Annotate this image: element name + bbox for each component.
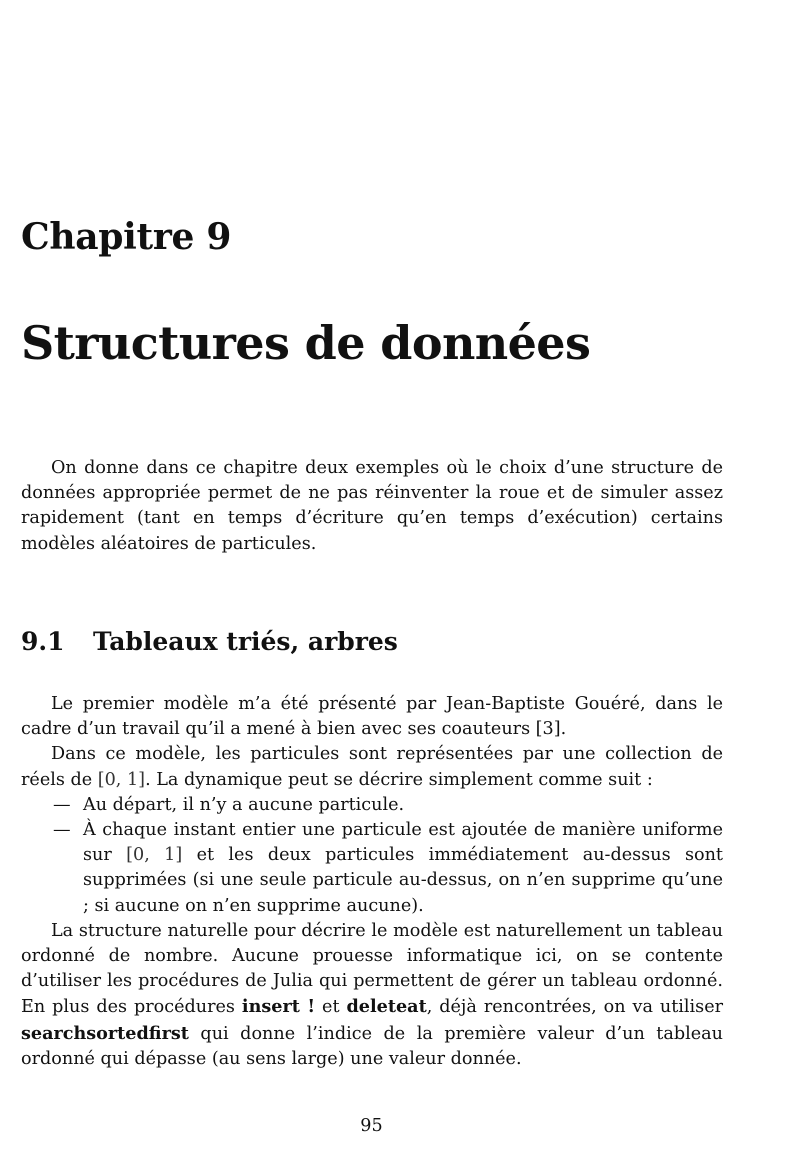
chapter-label: Chapitre 9 — [21, 216, 232, 258]
section-number: 9.1 — [21, 627, 65, 656]
section-title: Tableaux triés, arbres — [93, 627, 398, 656]
list-item-2-text-b: et les deux particules immédiatement au-dessus sont supprimées (si une seule particule au-dessus, on n’en supprime qu’une ; si aucune on n’en supprime aucune). — [83, 845, 723, 916]
paragraph-3-text-c: , déjà rencontrées, on va utiliser — [426, 997, 724, 1018]
list-dash: — — [53, 820, 71, 841]
interval-math: [0, 1] — [97, 769, 146, 790]
keyword-searchsortedfirst: searchsortedfirst — [21, 1022, 189, 1044]
list-item-2-text-a: À chaque instant entier une particule est ajoutée de manière uniforme sur — [83, 820, 723, 866]
list-item — [21, 818, 723, 919]
keyword-deleteat: deleteat — [346, 996, 427, 1018]
keyword-insert: insert ! — [241, 996, 316, 1018]
paragraph-3-text-d: qui donne l’indice de la première valeur d’un tableau ordonné qui dépasse (au sens large) une valeur donnée. — [21, 1023, 723, 1069]
list-item-1-text: Au départ, il n’y a aucune particule. — [83, 794, 405, 815]
paragraph-2-text-a: Dans ce modèle, les particules sont représentées par une collection de réels de — [21, 744, 723, 790]
paragraph-3 — [21, 919, 723, 1072]
section-heading — [21, 627, 398, 656]
intro-paragraph-block — [21, 456, 723, 557]
paragraph-2-text-b: . La dynamique peut se décrire simplement comme suit : — [145, 769, 653, 790]
section-body — [21, 692, 723, 1072]
dynamics-list — [21, 793, 723, 919]
paragraph-1: Le premier modèle m’a été présenté par Jean-Baptiste Gouéré, dans le cadre d’un travail qu’il a mené à bien avec ses coauteurs [3]. — [21, 694, 723, 740]
paragraph-3-text-a: La structure naturelle pour décrire le modèle est naturellement un tableau ordonné de nombre. Aucune prouesse informatique ici, on se contente d’utiliser les procédures de Julia qui permettent de gérer un tableau ordonné. En plus des procédures — [21, 920, 723, 1018]
list-dash: — — [53, 794, 71, 815]
paragraph-3-text-b: et — [315, 997, 347, 1018]
list-item — [21, 793, 723, 818]
chapter-title: Structures de données — [21, 316, 591, 370]
page-number: 95 — [360, 1116, 383, 1136]
paragraph-2 — [21, 742, 723, 792]
intro-paragraph: On donne dans ce chapitre deux exemples où le choix d’une structure de données appropriée permet de ne pas réinventer la roue et de simuler assez rapidement (tant en temps d’écriture qu’en temps d’exécution) certains modèles aléatoires de particules. — [21, 458, 723, 554]
interval-math: [0, 1] — [126, 845, 183, 866]
